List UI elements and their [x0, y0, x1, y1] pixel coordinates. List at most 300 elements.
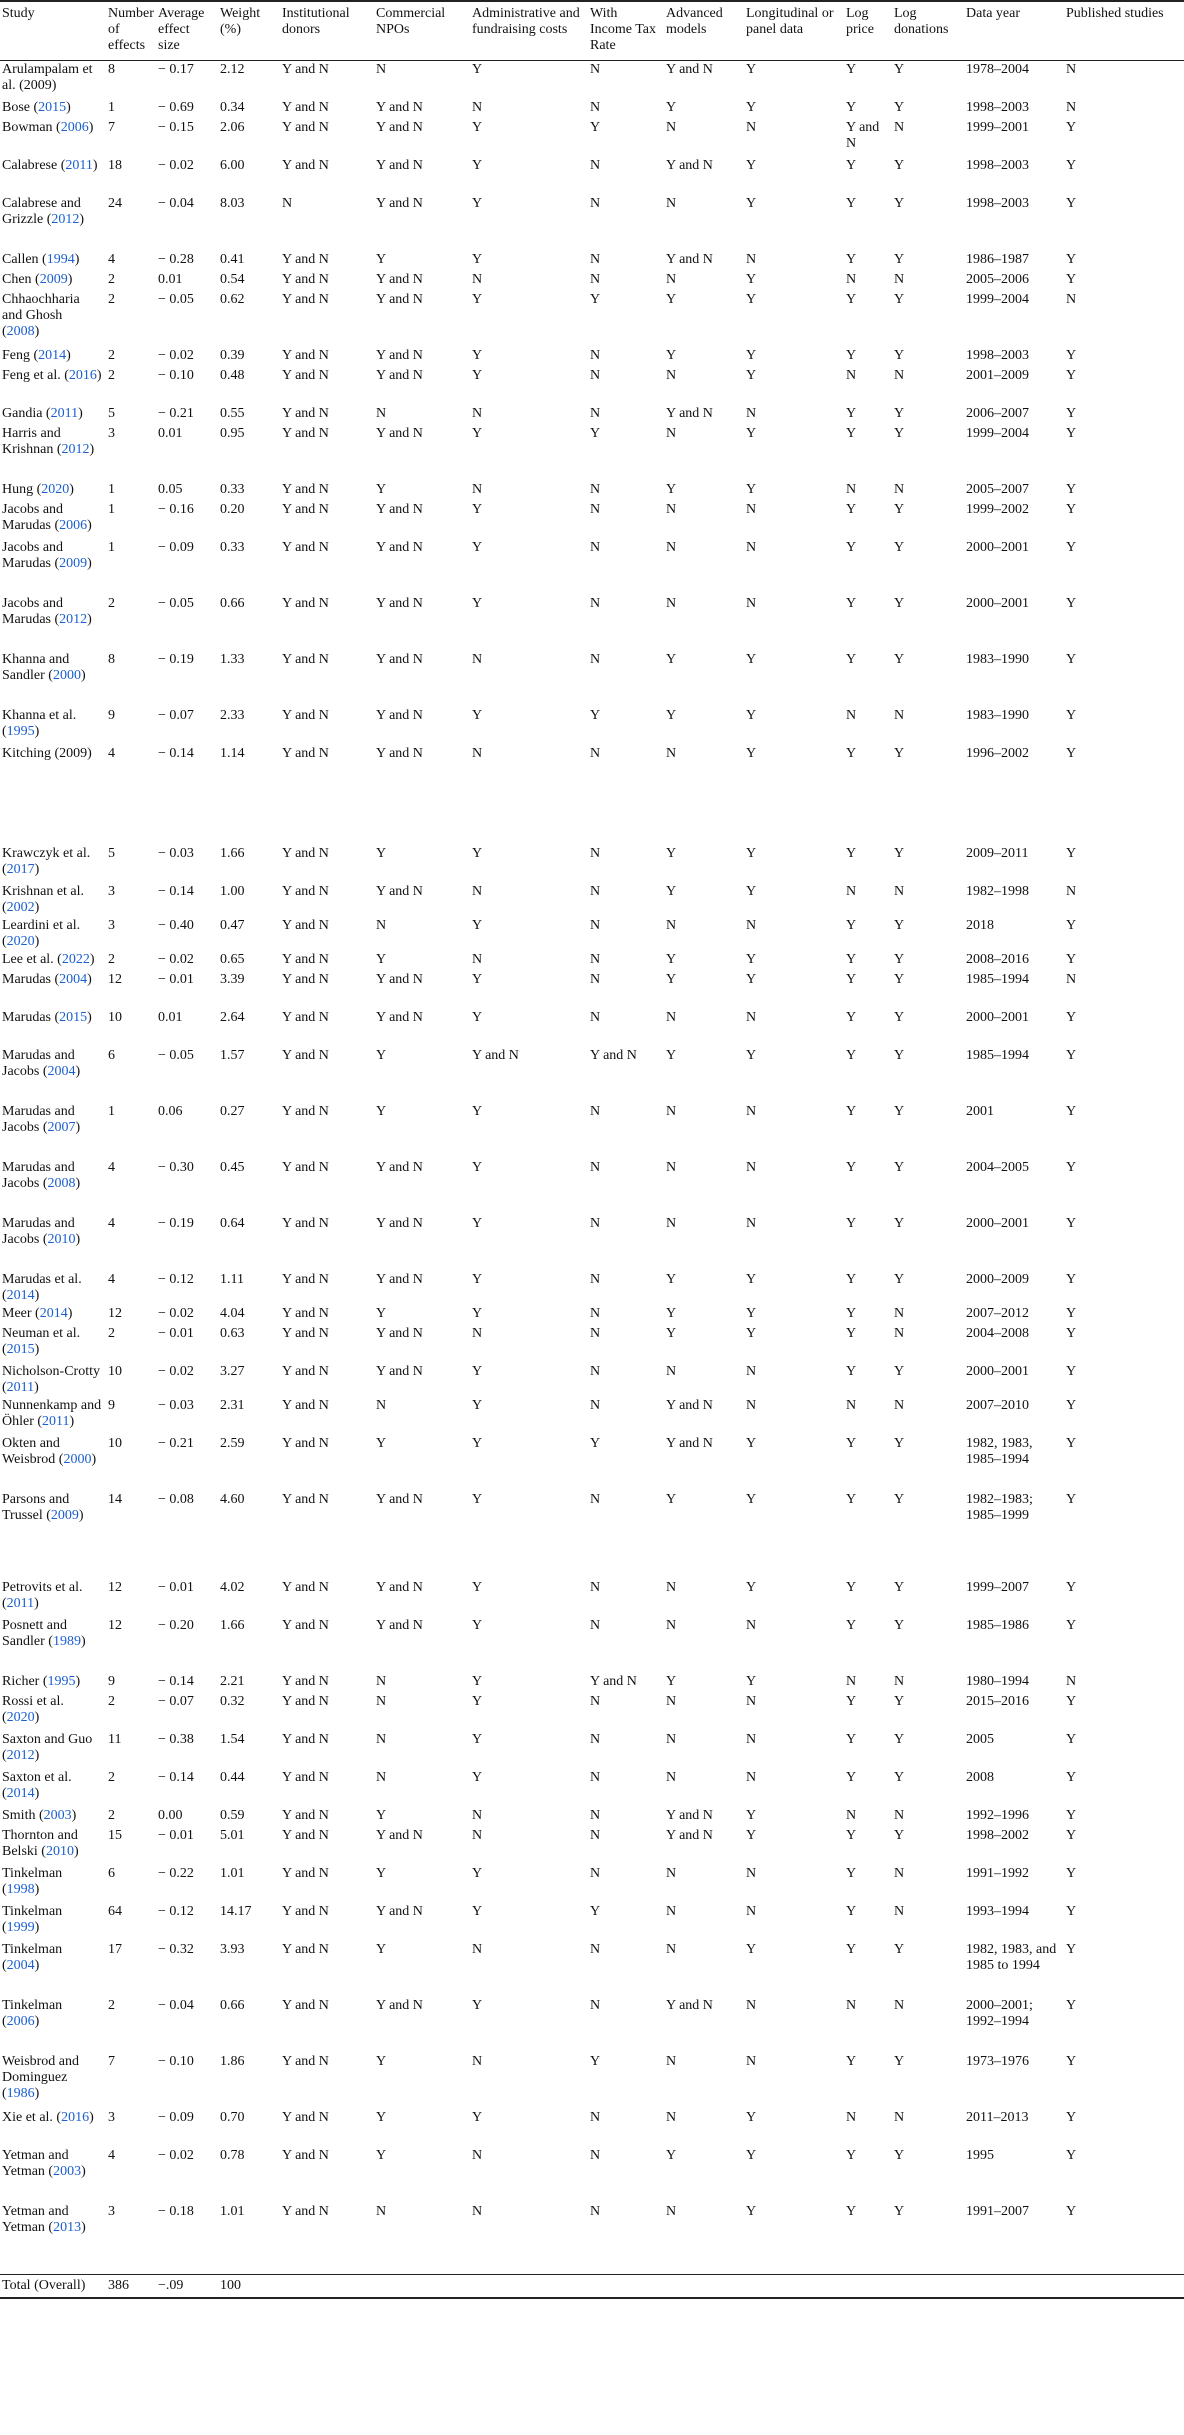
log-price-cell: Y: [846, 539, 857, 555]
number-of-effects-cell: 8: [108, 651, 115, 667]
data-year-cell: 1983–1990: [966, 707, 1029, 723]
data-year-cell: 2005–2006: [966, 271, 1029, 287]
study-year-link[interactable]: 1989: [52, 1633, 81, 1649]
study-close-paren: ): [34, 1287, 40, 1303]
weight-cell: 1.01: [220, 1865, 245, 1881]
study-cell: [0, 119, 106, 157]
admin-fundraising-costs-cell: N: [472, 1941, 483, 1957]
table-row: [0, 1009, 1184, 1047]
average-effect-size-cell: − 0.02: [158, 157, 194, 173]
study-author: Calabrese (: [2, 157, 66, 173]
institutional-donors-cell: Y and N: [282, 62, 329, 77]
log-donations-cell: Y: [894, 2147, 905, 2163]
income-tax-rate-cell: N: [590, 99, 601, 115]
institutional-donors-cell: Y and N: [282, 707, 329, 723]
study-year-link[interactable]: 2015: [6, 1341, 35, 1357]
study-year-link[interactable]: 2011: [6, 1379, 35, 1395]
study-cell: [0, 539, 106, 595]
income-tax-rate-cell: N: [590, 1009, 601, 1025]
table-row: [0, 971, 1184, 1009]
published-studies-cell: Y: [1066, 1009, 1077, 1025]
commercial-npos-cell: Y and N: [376, 501, 423, 517]
average-effect-size-cell: − 0.01: [158, 1827, 194, 1843]
admin-fundraising-costs-cell: Y: [472, 1103, 483, 1119]
log-price-cell: Y: [846, 1159, 857, 1175]
data-year-cell: 2008–2016: [966, 951, 1029, 967]
study-year-link[interactable]: 2011: [42, 1413, 70, 1429]
study-year-link[interactable]: 2008: [47, 1175, 76, 1191]
study-year-link[interactable]: 1995: [47, 1673, 76, 1689]
study-year-link[interactable]: 2012: [61, 441, 90, 457]
study-author: Krishnan et al. (: [2, 883, 85, 915]
commercial-npos-cell: N: [376, 1673, 387, 1689]
institutional-donors-cell: Y and N: [282, 1271, 329, 1287]
admin-fundraising-costs-cell: Y: [472, 1491, 483, 1507]
advanced-models-cell: N: [666, 539, 677, 555]
number-of-effects-cell: 9: [108, 707, 115, 723]
log-donations-cell: Y: [894, 1047, 905, 1063]
log-donations-cell: Y: [894, 1491, 905, 1507]
weight-cell: 2.06: [220, 119, 245, 135]
data-year-cell: 1986–1987: [966, 251, 1029, 267]
study-close-paren: ): [92, 157, 98, 173]
log-donations-cell: Y: [894, 1009, 905, 1025]
study-close-paren: ): [91, 1451, 97, 1467]
institutional-donors-cell: Y and N: [282, 1827, 329, 1843]
study-year-link[interactable]: 2011: [65, 157, 93, 173]
study-close-paren: ): [80, 667, 86, 683]
study-year-link[interactable]: 2020: [41, 481, 70, 497]
data-year-cell: 2018: [966, 917, 994, 933]
commercial-npos-cell: Y and N: [376, 1827, 423, 1843]
weight-cell: 4.60: [220, 1491, 245, 1507]
study-cell: [0, 251, 106, 271]
study-author: Jacobs and Marudas (: [2, 501, 64, 533]
log-donations-cell: Y: [894, 291, 905, 307]
number-of-effects-cell: 2: [108, 291, 115, 307]
study-cell: [0, 1731, 106, 1769]
log-donations-cell: Y: [894, 1827, 905, 1843]
log-donations-cell: Y: [894, 1159, 905, 1175]
study-cell: [0, 501, 106, 539]
study-close-paren: ): [78, 405, 83, 421]
study-author: Marudas and Jacobs (: [2, 1159, 75, 1191]
institutional-donors-cell: Y and N: [282, 651, 329, 667]
log-donations-cell: N: [894, 481, 905, 497]
study-year-link[interactable]: 2003: [53, 2163, 82, 2179]
study-cell: [0, 1305, 106, 1325]
table-row: [0, 61, 1184, 99]
institutional-donors-cell: Y and N: [282, 347, 329, 363]
admin-fundraising-costs-cell: N: [472, 951, 483, 967]
average-effect-size-cell: − 0.07: [158, 1693, 194, 1709]
advanced-models-cell: Y: [666, 481, 677, 497]
study-close-paren: ): [34, 323, 40, 339]
study-year-link[interactable]: 2009: [50, 1507, 79, 1523]
advanced-models-cell: Y and N: [666, 1435, 713, 1451]
weight-cell: 4.02: [220, 1579, 245, 1595]
table-row: [0, 501, 1184, 539]
weight-cell: 0.39: [220, 347, 245, 363]
income-tax-rate-cell: Y and N: [590, 1047, 637, 1063]
table-row: [0, 251, 1184, 271]
study-year-link[interactable]: 2017: [6, 861, 35, 877]
published-studies-cell: Y: [1066, 367, 1077, 383]
log-donations-cell: Y: [894, 1215, 905, 1231]
commercial-npos-cell: Y and N: [376, 595, 423, 611]
number-of-effects-cell: 7: [108, 2053, 115, 2069]
study-year-link[interactable]: 2011: [6, 1595, 35, 1611]
admin-fundraising-costs-cell: N: [472, 883, 483, 899]
table-row: [0, 1159, 1184, 1215]
advanced-models-cell: N: [666, 1865, 677, 1881]
study-year-link[interactable]: 2000: [63, 1451, 92, 1467]
income-tax-rate-cell: N: [590, 1997, 601, 2013]
advanced-models-cell: N: [666, 745, 677, 761]
advanced-models-cell: Y: [666, 1491, 677, 1507]
table-row: [0, 1491, 1184, 1579]
number-of-effects-cell: 7: [108, 119, 115, 135]
study-close-paren: ): [74, 251, 80, 267]
institutional-donors-cell: Y and N: [282, 1009, 329, 1025]
study-year-link[interactable]: 2010: [45, 1843, 74, 1859]
study-cell: [0, 1397, 106, 1435]
longitudinal-panel-cell: Y: [746, 651, 757, 667]
data-year-cell: 2001–2009: [966, 367, 1029, 383]
data-year-cell: 2011–2013: [966, 2109, 1029, 2125]
institutional-donors-cell: Y and N: [282, 1325, 329, 1341]
study-author: Yetman and Yetman (: [2, 2147, 69, 2179]
study-year-link[interactable]: 2013: [53, 2219, 82, 2235]
study-author: Parsons and Trussel (: [2, 1491, 70, 1523]
study-close-paren: ): [66, 347, 71, 363]
commercial-npos-cell: Y: [376, 1305, 387, 1321]
study-year-link[interactable]: 2014: [38, 347, 67, 363]
study-close-paren: ): [75, 1175, 81, 1191]
average-effect-size-cell: 0.01: [158, 425, 183, 441]
table-row: [0, 1865, 1184, 1903]
advanced-models-cell: Y and N: [666, 62, 713, 77]
published-studies-cell: Y: [1066, 1807, 1077, 1823]
longitudinal-panel-cell: Y: [746, 195, 757, 211]
study-year-link[interactable]: 2004: [47, 1063, 76, 1079]
longitudinal-panel-cell: N: [746, 1363, 757, 1379]
data-year-cell: 1998–2003: [966, 195, 1029, 211]
number-of-effects-cell: 8: [108, 62, 115, 77]
published-studies-cell: Y: [1066, 501, 1077, 517]
commercial-npos-cell: Y and N: [376, 271, 423, 287]
table-row: [0, 291, 1184, 347]
average-effect-size-cell: − 0.17: [158, 62, 194, 77]
study-cell: [0, 745, 106, 845]
data-year-cell: 1998–2002: [966, 1827, 1029, 1843]
study-year-link[interactable]: 2007: [47, 1119, 76, 1135]
income-tax-rate-cell: N: [590, 62, 601, 77]
log-price-cell: N: [846, 1807, 857, 1823]
admin-fundraising-costs-cell: Y: [472, 1435, 483, 1451]
table-row: [0, 157, 1184, 195]
study-year-link[interactable]: 1986: [6, 2085, 35, 2101]
study-cell: [0, 1159, 106, 1215]
log-donations-cell: Y: [894, 917, 905, 933]
commercial-npos-cell: N: [376, 1769, 387, 1785]
study-cell: [0, 1673, 106, 1693]
study-year-link[interactable]: 2010: [47, 1231, 76, 1247]
published-studies-cell: Y: [1066, 745, 1077, 761]
study-author: Posnett and Sandler (: [2, 1617, 67, 1649]
study-author: Hung (: [2, 481, 42, 497]
longitudinal-panel-cell: N: [746, 595, 757, 611]
income-tax-rate-cell: N: [590, 1579, 601, 1595]
admin-fundraising-costs-cell: Y: [472, 291, 483, 307]
institutional-donors-cell: Y and N: [282, 745, 329, 761]
average-effect-size-cell: − 0.28: [158, 251, 194, 267]
published-studies-cell: Y: [1066, 1363, 1077, 1379]
advanced-models-cell: Y: [666, 2147, 677, 2163]
log-price-cell: Y: [846, 1731, 857, 1747]
log-donations-cell: N: [894, 1865, 905, 1881]
study-year-link[interactable]: 2012: [51, 211, 80, 227]
weight-cell: 0.78: [220, 2147, 245, 2163]
data-year-cell: 1985–1994: [966, 1047, 1029, 1063]
longitudinal-panel-cell: Y: [746, 1673, 757, 1689]
number-of-effects-cell: 2: [108, 1769, 115, 1785]
study-year-link[interactable]: 2002: [6, 899, 35, 915]
study-year-link[interactable]: 1998: [6, 1881, 35, 1897]
weight-cell: 0.33: [220, 539, 245, 555]
study-year-link[interactable]: 2020: [6, 933, 35, 949]
number-of-effects-cell: 15: [108, 1827, 122, 1843]
study-year-link[interactable]: 2000: [52, 667, 81, 683]
advanced-models-cell: Y: [666, 951, 677, 967]
admin-fundraising-costs-cell: N: [472, 651, 483, 667]
longitudinal-panel-cell: N: [746, 1397, 757, 1413]
study-year-link[interactable]: 2014: [6, 1785, 35, 1801]
admin-fundraising-costs-cell: Y: [472, 1215, 483, 1231]
advanced-models-cell: N: [666, 1215, 677, 1231]
study-author: Neuman et al. (: [2, 1325, 81, 1357]
study-year-link[interactable]: 2016: [68, 367, 97, 383]
study-year-link[interactable]: 2009: [59, 555, 88, 571]
study-close-paren: ): [34, 1747, 40, 1763]
study-year-link[interactable]: 2009: [39, 271, 68, 287]
study-close-paren: ): [67, 1305, 73, 1321]
study-close-paren: ): [81, 2219, 86, 2235]
log-donations-cell: Y: [894, 1271, 905, 1287]
study-cell: [0, 1827, 106, 1865]
weight-cell: 0.55: [220, 405, 245, 421]
study-year-link[interactable]: 2022: [61, 951, 90, 967]
commercial-npos-cell: Y and N: [376, 1617, 423, 1633]
study-year-link[interactable]: 2003: [43, 1807, 72, 1823]
income-tax-rate-cell: Y: [590, 119, 601, 135]
institutional-donors-cell: Y and N: [282, 1693, 329, 1709]
study-year-link[interactable]: 2006: [60, 119, 89, 135]
study-author: Okten and Weisbrod (: [2, 1435, 64, 1467]
weight-cell: 1.54: [220, 1731, 245, 1747]
col-data-year: Data year: [964, 1, 1064, 61]
study-close-paren: ): [34, 723, 40, 739]
advanced-models-cell: N: [666, 595, 677, 611]
admin-fundraising-costs-cell: Y: [472, 707, 483, 723]
admin-fundraising-costs-cell: Y: [472, 1769, 483, 1785]
number-of-effects-cell: 9: [108, 1397, 115, 1413]
average-effect-size-cell: − 0.16: [158, 501, 194, 517]
log-price-cell: Y: [846, 1009, 857, 1025]
income-tax-rate-cell: N: [590, 1103, 601, 1119]
published-studies-cell: Y: [1066, 1579, 1077, 1595]
study-year-link[interactable]: 2008: [6, 323, 35, 339]
weight-cell: 1.33: [220, 651, 245, 667]
col-log-price: Log price: [844, 1, 892, 61]
total-average-effect-size: −.09: [156, 2275, 218, 2299]
commercial-npos-cell: Y and N: [376, 1997, 423, 2013]
weight-cell: 2.64: [220, 1009, 245, 1025]
income-tax-rate-cell: N: [590, 251, 601, 267]
longitudinal-panel-cell: N: [746, 1103, 757, 1119]
number-of-effects-cell: 12: [108, 971, 122, 987]
study-author: Khanna et al. (: [2, 707, 77, 739]
col-income-tax-rate: With Income Tax Rate: [588, 1, 664, 61]
data-year-cell: 2006–2007: [966, 405, 1029, 421]
weight-cell: 0.62: [220, 291, 245, 307]
col-weight: Weight (%): [218, 1, 280, 61]
study-year-link[interactable]: 2006: [59, 517, 88, 533]
study-close-paren: ): [80, 1633, 86, 1649]
published-studies-cell: Y: [1066, 1397, 1077, 1413]
col-commercial-npos: Commercial NPOs: [374, 1, 470, 61]
number-of-effects-cell: 4: [108, 2147, 115, 2163]
study-cell: [0, 595, 106, 651]
study-author: Jacobs and Marudas (: [2, 595, 64, 627]
log-price-cell: Y: [846, 2147, 857, 2163]
study-year-link[interactable]: 2016: [61, 2109, 90, 2125]
admin-fundraising-costs-cell: Y: [472, 539, 483, 555]
data-year-cell: 2009–2011: [966, 845, 1029, 861]
log-price-cell: Y: [846, 1325, 857, 1341]
published-studies-cell: Y: [1066, 119, 1077, 135]
weight-cell: 0.63: [220, 1325, 245, 1341]
study-author: Saxton and Guo (: [2, 1731, 93, 1763]
commercial-npos-cell: Y: [376, 2109, 387, 2125]
institutional-donors-cell: Y and N: [282, 539, 329, 555]
weight-cell: 2.21: [220, 1673, 245, 1689]
average-effect-size-cell: − 0.03: [158, 845, 194, 861]
longitudinal-panel-cell: N: [746, 1731, 757, 1747]
study-year-link[interactable]: 2004: [59, 971, 88, 987]
number-of-effects-cell: 12: [108, 1305, 122, 1321]
data-year-cell: 1999–2002: [966, 501, 1029, 517]
study-cell: [0, 367, 106, 405]
longitudinal-panel-cell: N: [746, 1769, 757, 1785]
log-price-cell: Y: [846, 1579, 857, 1595]
commercial-npos-cell: Y and N: [376, 651, 423, 667]
study-year-link[interactable]: 2011: [50, 405, 79, 421]
longitudinal-panel-cell: N: [746, 251, 757, 267]
weight-cell: 4.04: [220, 1305, 245, 1321]
institutional-donors-cell: Y and N: [282, 99, 329, 115]
study-year-link[interactable]: 2015: [38, 99, 67, 115]
log-donations-cell: N: [894, 1807, 905, 1823]
data-year-cell: 1982–1998: [966, 883, 1029, 899]
number-of-effects-cell: 4: [108, 1159, 115, 1175]
table-row: [0, 1827, 1184, 1865]
published-studies-cell: Y: [1066, 1903, 1077, 1919]
log-donations-cell: N: [894, 1997, 905, 2013]
data-year-cell: 2005–2007: [966, 481, 1029, 497]
admin-fundraising-costs-cell: N: [472, 2203, 483, 2219]
table-row: [0, 2203, 1184, 2275]
longitudinal-panel-cell: Y: [746, 1491, 757, 1507]
study-year-link[interactable]: 2015: [59, 1009, 88, 1025]
average-effect-size-cell: − 0.19: [158, 651, 194, 667]
longitudinal-panel-cell: N: [746, 2053, 757, 2069]
study-year-link[interactable]: 1994: [46, 251, 75, 267]
study-year-link[interactable]: 2014: [6, 1287, 35, 1303]
table-row: [0, 1363, 1184, 1397]
log-price-cell: Y and N: [846, 119, 880, 151]
income-tax-rate-cell: Y: [590, 2053, 601, 2069]
study-year-link[interactable]: 1995: [6, 723, 35, 739]
study-author: Chen (: [2, 271, 40, 287]
income-tax-rate-cell: N: [590, 595, 601, 611]
log-price-cell: Y: [846, 291, 857, 307]
log-donations-cell: N: [894, 2109, 905, 2125]
study-cell: [0, 1047, 106, 1103]
study-close-paren: ): [34, 933, 40, 949]
log-donations-cell: Y: [894, 1617, 905, 1633]
log-price-cell: Y: [846, 251, 857, 267]
study-year-link[interactable]: 2012: [59, 611, 88, 627]
average-effect-size-cell: − 0.07: [158, 707, 194, 723]
log-donations-cell: Y: [894, 1103, 905, 1119]
admin-fundraising-costs-cell: Y: [472, 595, 483, 611]
number-of-effects-cell: 1: [108, 539, 115, 555]
institutional-donors-cell: Y and N: [282, 951, 329, 967]
weight-cell: 0.66: [220, 1997, 245, 2013]
advanced-models-cell: Y and N: [666, 251, 713, 267]
published-studies-cell: N: [1066, 99, 1077, 115]
advanced-models-cell: N: [666, 501, 677, 517]
weight-cell: 0.48: [220, 367, 245, 383]
advanced-models-cell: Y: [666, 1047, 677, 1063]
study-year-link[interactable]: 1999: [6, 1919, 35, 1935]
study-close-paren: ): [34, 1785, 40, 1801]
income-tax-rate-cell: N: [590, 501, 601, 517]
longitudinal-panel-cell: N: [746, 1693, 757, 1709]
study-year-link[interactable]: 2004: [6, 1957, 35, 1973]
study-author: Feng (: [2, 347, 39, 363]
income-tax-rate-cell: N: [590, 1941, 601, 1957]
table-row: [0, 271, 1184, 291]
commercial-npos-cell: Y and N: [376, 1215, 423, 1231]
commercial-npos-cell: N: [376, 1731, 387, 1747]
study-cell: [0, 1903, 106, 1941]
log-price-cell: Y: [846, 425, 857, 441]
study-cell: [0, 845, 106, 883]
average-effect-size-cell: − 0.12: [158, 1903, 194, 1919]
commercial-npos-cell: Y and N: [376, 1271, 423, 1287]
advanced-models-cell: N: [666, 425, 677, 441]
published-studies-cell: Y: [1066, 1215, 1077, 1231]
study-year-link[interactable]: 2012: [6, 1747, 35, 1763]
study-close-paren: ): [34, 1595, 39, 1611]
study-year-link[interactable]: 2020: [6, 1709, 35, 1725]
advanced-models-cell: Y: [666, 347, 677, 363]
study-year-link[interactable]: 2006: [6, 2013, 35, 2029]
commercial-npos-cell: Y: [376, 1807, 387, 1823]
study-year-link[interactable]: 2014: [39, 1305, 68, 1321]
